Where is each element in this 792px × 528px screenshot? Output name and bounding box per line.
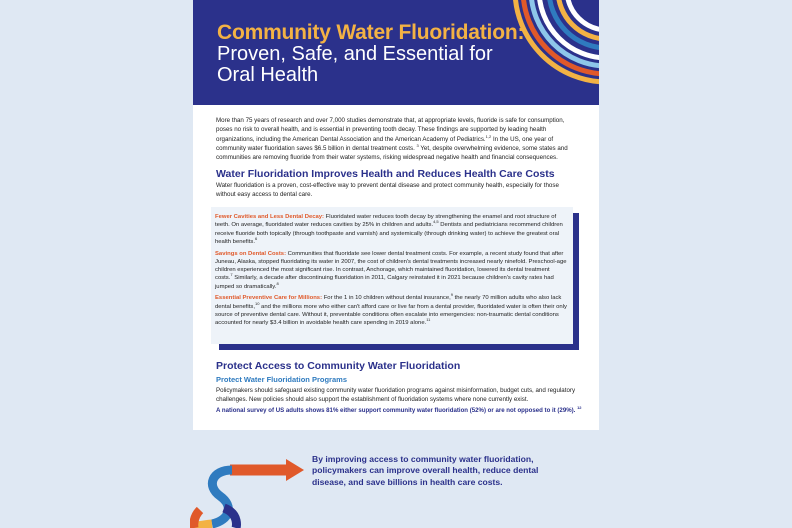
section-title-health: Water Fluoridation Improves Health and Reduces Health Care Costs (216, 168, 555, 180)
protect-paragraph: Policymakers should safeguard existing community water fluoridation programs against misinformation, budget cuts, and regulatory challenges. New policies should also support the establishment of fluoridation systems where none currently exist. (216, 387, 576, 403)
section-subtitle-protect: Protect Water Fluoridation Programs (216, 375, 347, 384)
header-banner (193, 0, 599, 105)
benefit-item-preventive: Essential Preventive Care for Millions: For the 1 in 10 children without dental insurance,$^9$ the nearly 70 million adults who also lack dental benefits,$^{10}$ and the millions more who either can't afford care or live far from a dental provider, fluoridated water is often their only source of preventive dental care. Without it, preventable conditions often escalate into emergencies: non-traumatic dental conditions accounted for nearly $3.4 billion in avoidable health care spending in 2019 alone.$^{11}$ (215, 292, 567, 326)
survey-stat: A national survey of US adults shows 81% either support community water fluoridation (52%) or are not opposed to it (29%). $^{12}$ (216, 404, 582, 414)
benefit-item-cavities: Fewer Cavities and Less Dental Decay: Fluoridated water reduces tooth decay by strengthening the enamel and root structure of teeth. On average, fluoridated water reduces cavities by 25% in children and adults.$^{4,5}$ Dentists and pediatricians recommend children receive fluoride both topically (through toothpaste and varnish) and systemically (through drinking water) to achieve the greatest oral health benefits.$^6$ (215, 214, 563, 245)
benefit-item-savings: Savings on Dental Costs: Communities that fluoridate see lower dental treatment costs. For example, a recent study found that after Juneau, Alaska, stopped fluoridating its water in 2007, the cost of children's dental treatments increased nearly ninefold. Preschool-age children experienced the most significant rise. In contrast, Anchorage, which maintained fluoridation, lowered its dental treatment costs.$^7$ Similarly, a decade after discontinuing fluoridation in 2011, Calgary reinstated it in 2021 because children's cavity rates had jumped so dramatically.$^8$ (215, 250, 567, 290)
section-title-protect: Protect Access to Community Water Fluoridation (216, 360, 461, 372)
callout-box (211, 207, 573, 344)
document-page (193, 0, 599, 430)
header-title: Community Water Fluoridation: (217, 21, 525, 44)
water-path-arrow-icon (190, 440, 310, 528)
intro-paragraph: More than 75 years of research and over 7,000 studies demonstrate that, at appropriate levels, fluoride is safe for consumption, poses no risk to overall health, and is essential in preventing tooth decay. These findings are supported by leading health organizations, including the American Dental Association and the American Academy of Pediatrics.$^{1,2}$ In the US, one year of community water fluoridation saves $6.5 billion in dental treatment costs. $^3$ Yet, despite overwhelming evidence, some states and communities are removing fluoride from their water systems, risking widespread negative health and financial consequences. (216, 117, 568, 162)
section-subtitle-health: Water fluoridation is a proven, cost-effective way to prevent dental disease and protect community health, especially for those without easy access to dental care. (216, 182, 559, 198)
header-subtitle: Proven, Safe, and Essential for Oral Health (217, 43, 493, 86)
call-to-action: By improving access to community water fluoridation, policymakers can improve overall health, reduce dental disease, and save billions in health care costs. (312, 454, 539, 487)
